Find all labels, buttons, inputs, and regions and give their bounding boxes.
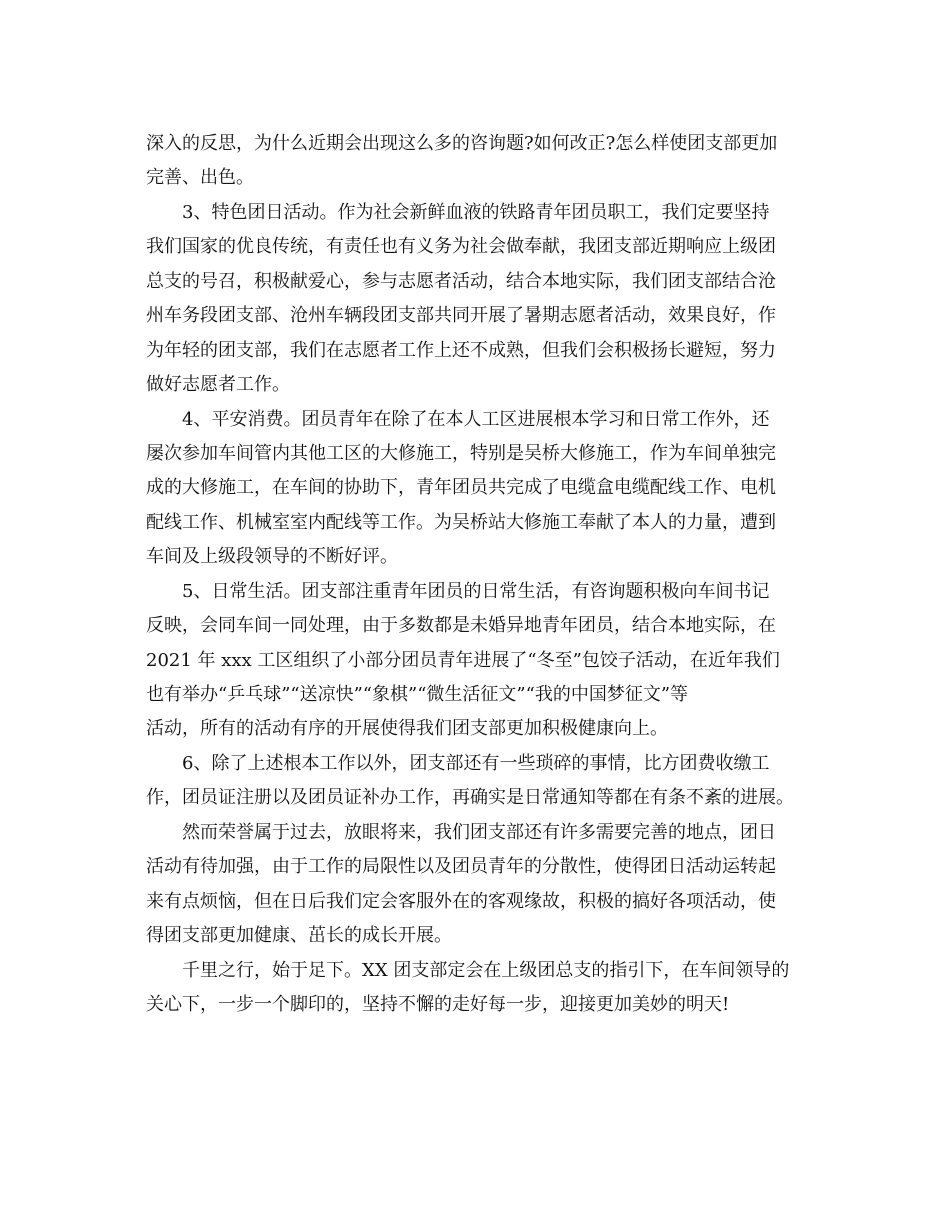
text-line: 来有点烦恼，但在日后我们定会客服外在的客观缘故，积极的搞好各项活动，使 xyxy=(146,890,776,912)
document-body xyxy=(146,127,806,1022)
text-line: 5、日常生活。团支部注重青年团员的日常生活，有咨询题积极向车间书记 xyxy=(182,580,770,602)
text-line: 做好志愿者工作。 xyxy=(146,374,290,396)
text-line: 为年轻的团支部，我们在志愿者工作上还不成熟，但我们会积极扬长避短，努力 xyxy=(146,339,776,361)
text-line: 也有举办“乒乓球”“送凉快”“象棋”“微生活征文”“我的中国梦征文”等 xyxy=(146,684,689,705)
text-line: 活动有待加强，由于工作的局限性以及团员青年的分散性，使得团日活动运转起 xyxy=(146,856,776,878)
text-line: 总支的号召，积极献爱心，参与志愿者活动，结合本地实际，我们团支部结合沧 xyxy=(146,270,776,292)
text-line: 完善、出色。 xyxy=(146,167,254,189)
text-line: 深入的反思，为什么近期会出现这么多的咨询题?如何改正?怎么样使团支部更加 xyxy=(146,133,778,154)
text-line: 反映，会同车间一同处理，由于多数都是未婚异地青年团员，结合本地实际，在 xyxy=(146,615,776,637)
text-line: 作，团员证注册以及团员证补办工作，再确实是日常通知等都在有条不紊的进展。 xyxy=(146,787,794,809)
text-line: 车间及上级段领导的不断好评。 xyxy=(146,546,398,568)
text-line: 然而荣誉属于过去，放眼将来，我们团支部还有许多需要完善的地点，团日 xyxy=(182,821,776,843)
text-line: 成的大修施工，在车间的协助下，青年团员共完成了电缆盒电缆配线工作、电机 xyxy=(146,477,776,499)
text-line: 2021 年 xxx 工区组织了小部分团员青年进展了“冬至”包饺子活动，在近年我们 xyxy=(146,649,780,671)
text-line: 6、除了上述根本工作以外，团支部还有一些琐碎的事情，比方团费收缴工 xyxy=(182,752,770,774)
text-line: 4、平安消费。团员青年在除了在本人工区进展根本学习和日常工作外，还 xyxy=(182,408,770,430)
text-line: 州车务段团支部、沧州车辆段团支部共同开展了暑期志愿者活动，效果良好，作 xyxy=(146,305,776,327)
text-line: 千里之行，始于足下。XX 团支部定会在上级团总支的指引下，在车间领导的 xyxy=(182,959,790,981)
text-line: 屡次参加车间管内其他工区的大修施工，特别是吴桥大修施工，作为车间单独完 xyxy=(146,442,776,464)
text-line: 活动，所有的活动有序的开展使得我们团支部更加积极健康向上。 xyxy=(146,718,668,740)
text-line: 3、特色团日活动。作为社会新鲜血液的铁路青年团员职工，我们定要坚持 xyxy=(182,201,770,223)
text-line: 得团支部更加健康、茁长的成长开展。 xyxy=(146,925,452,947)
text-line: 配线工作、机械室室内配线等工作。为吴桥站大修施工奉献了本人的力量，遭到 xyxy=(146,511,776,533)
text-line: 我们国家的优良传统，有责任也有义务为社会做奉献，我团支部近期响应上级团 xyxy=(146,236,776,258)
text-line: 关心下，一步一个脚印的，坚持不懈的走好每一步，迎接更加美妙的明天! xyxy=(146,993,730,1015)
